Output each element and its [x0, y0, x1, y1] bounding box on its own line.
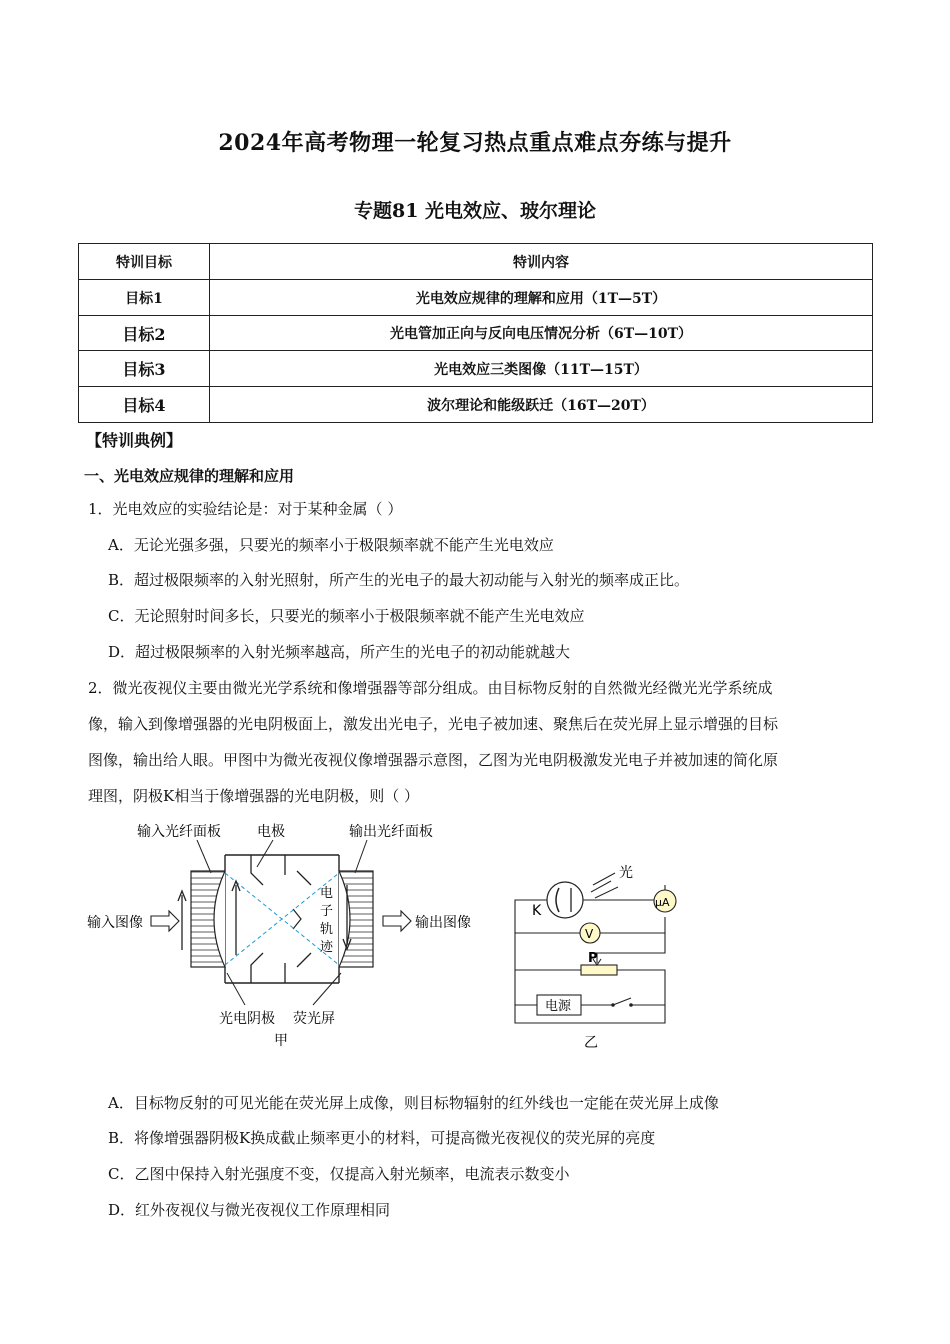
rheostat [581, 965, 617, 975]
q2-option-c: C．乙图中保持入射光强度不变，仅提高入射光频率，电流表示数变小 [108, 1165, 570, 1183]
label-power: 电源 [545, 999, 572, 1014]
row-target: 目标2 [79, 316, 210, 351]
row-target: 目标1 [79, 280, 210, 316]
photocell-circuit-diagram [515, 864, 676, 1051]
electrodes [251, 855, 311, 983]
q2-line: 图像，输出给人眼。甲图中为微光夜视仪像增强器示意图，乙图为光电阴极激发光电子并被加速的简化原 [88, 751, 779, 769]
q1-option-c: C．无论照射时间多长，只要光的频率小于极限频率就不能产生光电效应 [108, 607, 585, 625]
label-output-image: 输出图像 [415, 915, 471, 931]
q2-figure [85, 815, 685, 1055]
topic-subtitle: 专题81 光电效应、玻尔理论 [353, 200, 597, 222]
section-heading-one: 一、光电效应规律的理解和应用 [84, 467, 295, 485]
output-hollow-arrow-icon [383, 911, 411, 931]
q1-option-d: D．超过极限频率的入射光频率越高，所产生的光电子的初动能就越大 [108, 643, 571, 661]
label-uA: μA [655, 896, 670, 909]
q2-line: 像，输入到像增强器的光电阴极面上，激发出光电子，光电子被加速、聚焦后在荧光屏上显示增强的目标 [88, 715, 779, 733]
leader-line [355, 840, 367, 873]
q1-option-a: A．无论光强多强，只要光的频率小于极限频率就不能产生光电效应 [108, 536, 554, 554]
caption-jia: 甲 [274, 1033, 288, 1049]
light-ray [595, 887, 618, 898]
photocell-tube [547, 882, 583, 918]
label-light: 光 [619, 865, 633, 881]
image-intensifier-diagram [87, 823, 471, 1049]
question-1-stem: 1．光电效应的实验结论是：对于某种金属（ ） [88, 500, 403, 518]
header-content: 特训内容 [210, 244, 873, 280]
label-P: P [588, 951, 598, 966]
row-content: 光电效应规律的理解和应用（1T—5T） [210, 280, 873, 316]
leader-line [257, 840, 273, 867]
label-track-char: 子 [320, 904, 334, 919]
row-target: 目标3 [79, 351, 210, 387]
label-track-char: 轨 [320, 922, 334, 937]
q2-figure-svg [85, 815, 685, 1055]
input-hollow-arrow-icon [151, 911, 179, 931]
label-screen: 荧光屏 [293, 1011, 335, 1027]
label-input-panel: 输入光纤面板 [137, 824, 221, 840]
document-title: 2024年高考物理一轮复习热点重点难点夯练与提升 [218, 130, 732, 156]
table-row [79, 316, 873, 351]
section-heading-examples: 【特训典例】 [86, 431, 183, 450]
light-ray [591, 881, 611, 892]
row-content: 光电管加正向与反向电压情况分析（6T—10T） [210, 316, 873, 351]
light-ray [593, 873, 615, 885]
leader-line [313, 973, 341, 1005]
training-goals-table [78, 243, 873, 423]
q2-line: 理图，阴极K相当于像增强器的光电阴极，则（ ） [88, 787, 419, 805]
row-content: 光电效应三类图像（11T—15T） [210, 351, 873, 387]
row-target: 目标4 [79, 387, 210, 423]
label-K: K [532, 903, 542, 919]
label-input-image: 输入图像 [87, 915, 143, 931]
caption-yi: 乙 [584, 1035, 598, 1051]
label-electrode: 电极 [257, 824, 285, 840]
focus-electrode [293, 909, 301, 929]
table-row [79, 387, 873, 423]
label-output-panel: 输出光纤面板 [349, 824, 433, 840]
row-content: 波尔理论和能级跃迁（16T—20T） [210, 387, 873, 423]
table-row [79, 280, 873, 316]
label-track-char: 迹 [320, 940, 334, 955]
q2-option-a: A．目标物反射的可见光能在荧光屏上成像，则目标物辐射的红外线也一定能在荧光屏上成像 [108, 1094, 719, 1112]
header-target: 特训目标 [79, 244, 210, 280]
label-cathode: 光电阴极 [219, 1011, 275, 1027]
q2-option-d: D．红外夜视仪与微光夜视仪工作原理相同 [108, 1201, 391, 1219]
table-header-row [79, 244, 873, 280]
table-row [79, 351, 873, 387]
question-2-stem [88, 670, 868, 814]
label-track-char: 电 [320, 886, 334, 901]
q2-line: 2．微光夜视仪主要由微光光学系统和像增强器等部分组成。由目标物反射的自然微光经微光光学系统成 [88, 679, 773, 697]
q2-option-b: B．将像增强器阴极K换成截止频率更小的材料，可提高微光夜视仪的荧光屏的亮度 [108, 1129, 656, 1147]
label-V: V [585, 927, 594, 941]
leader-line [197, 840, 211, 873]
leader-line [227, 973, 245, 1005]
q1-option-b: B．超过极限频率的入射光照射，所产生的光电子的最大初动能与入射光的频率成正比。 [108, 571, 690, 589]
